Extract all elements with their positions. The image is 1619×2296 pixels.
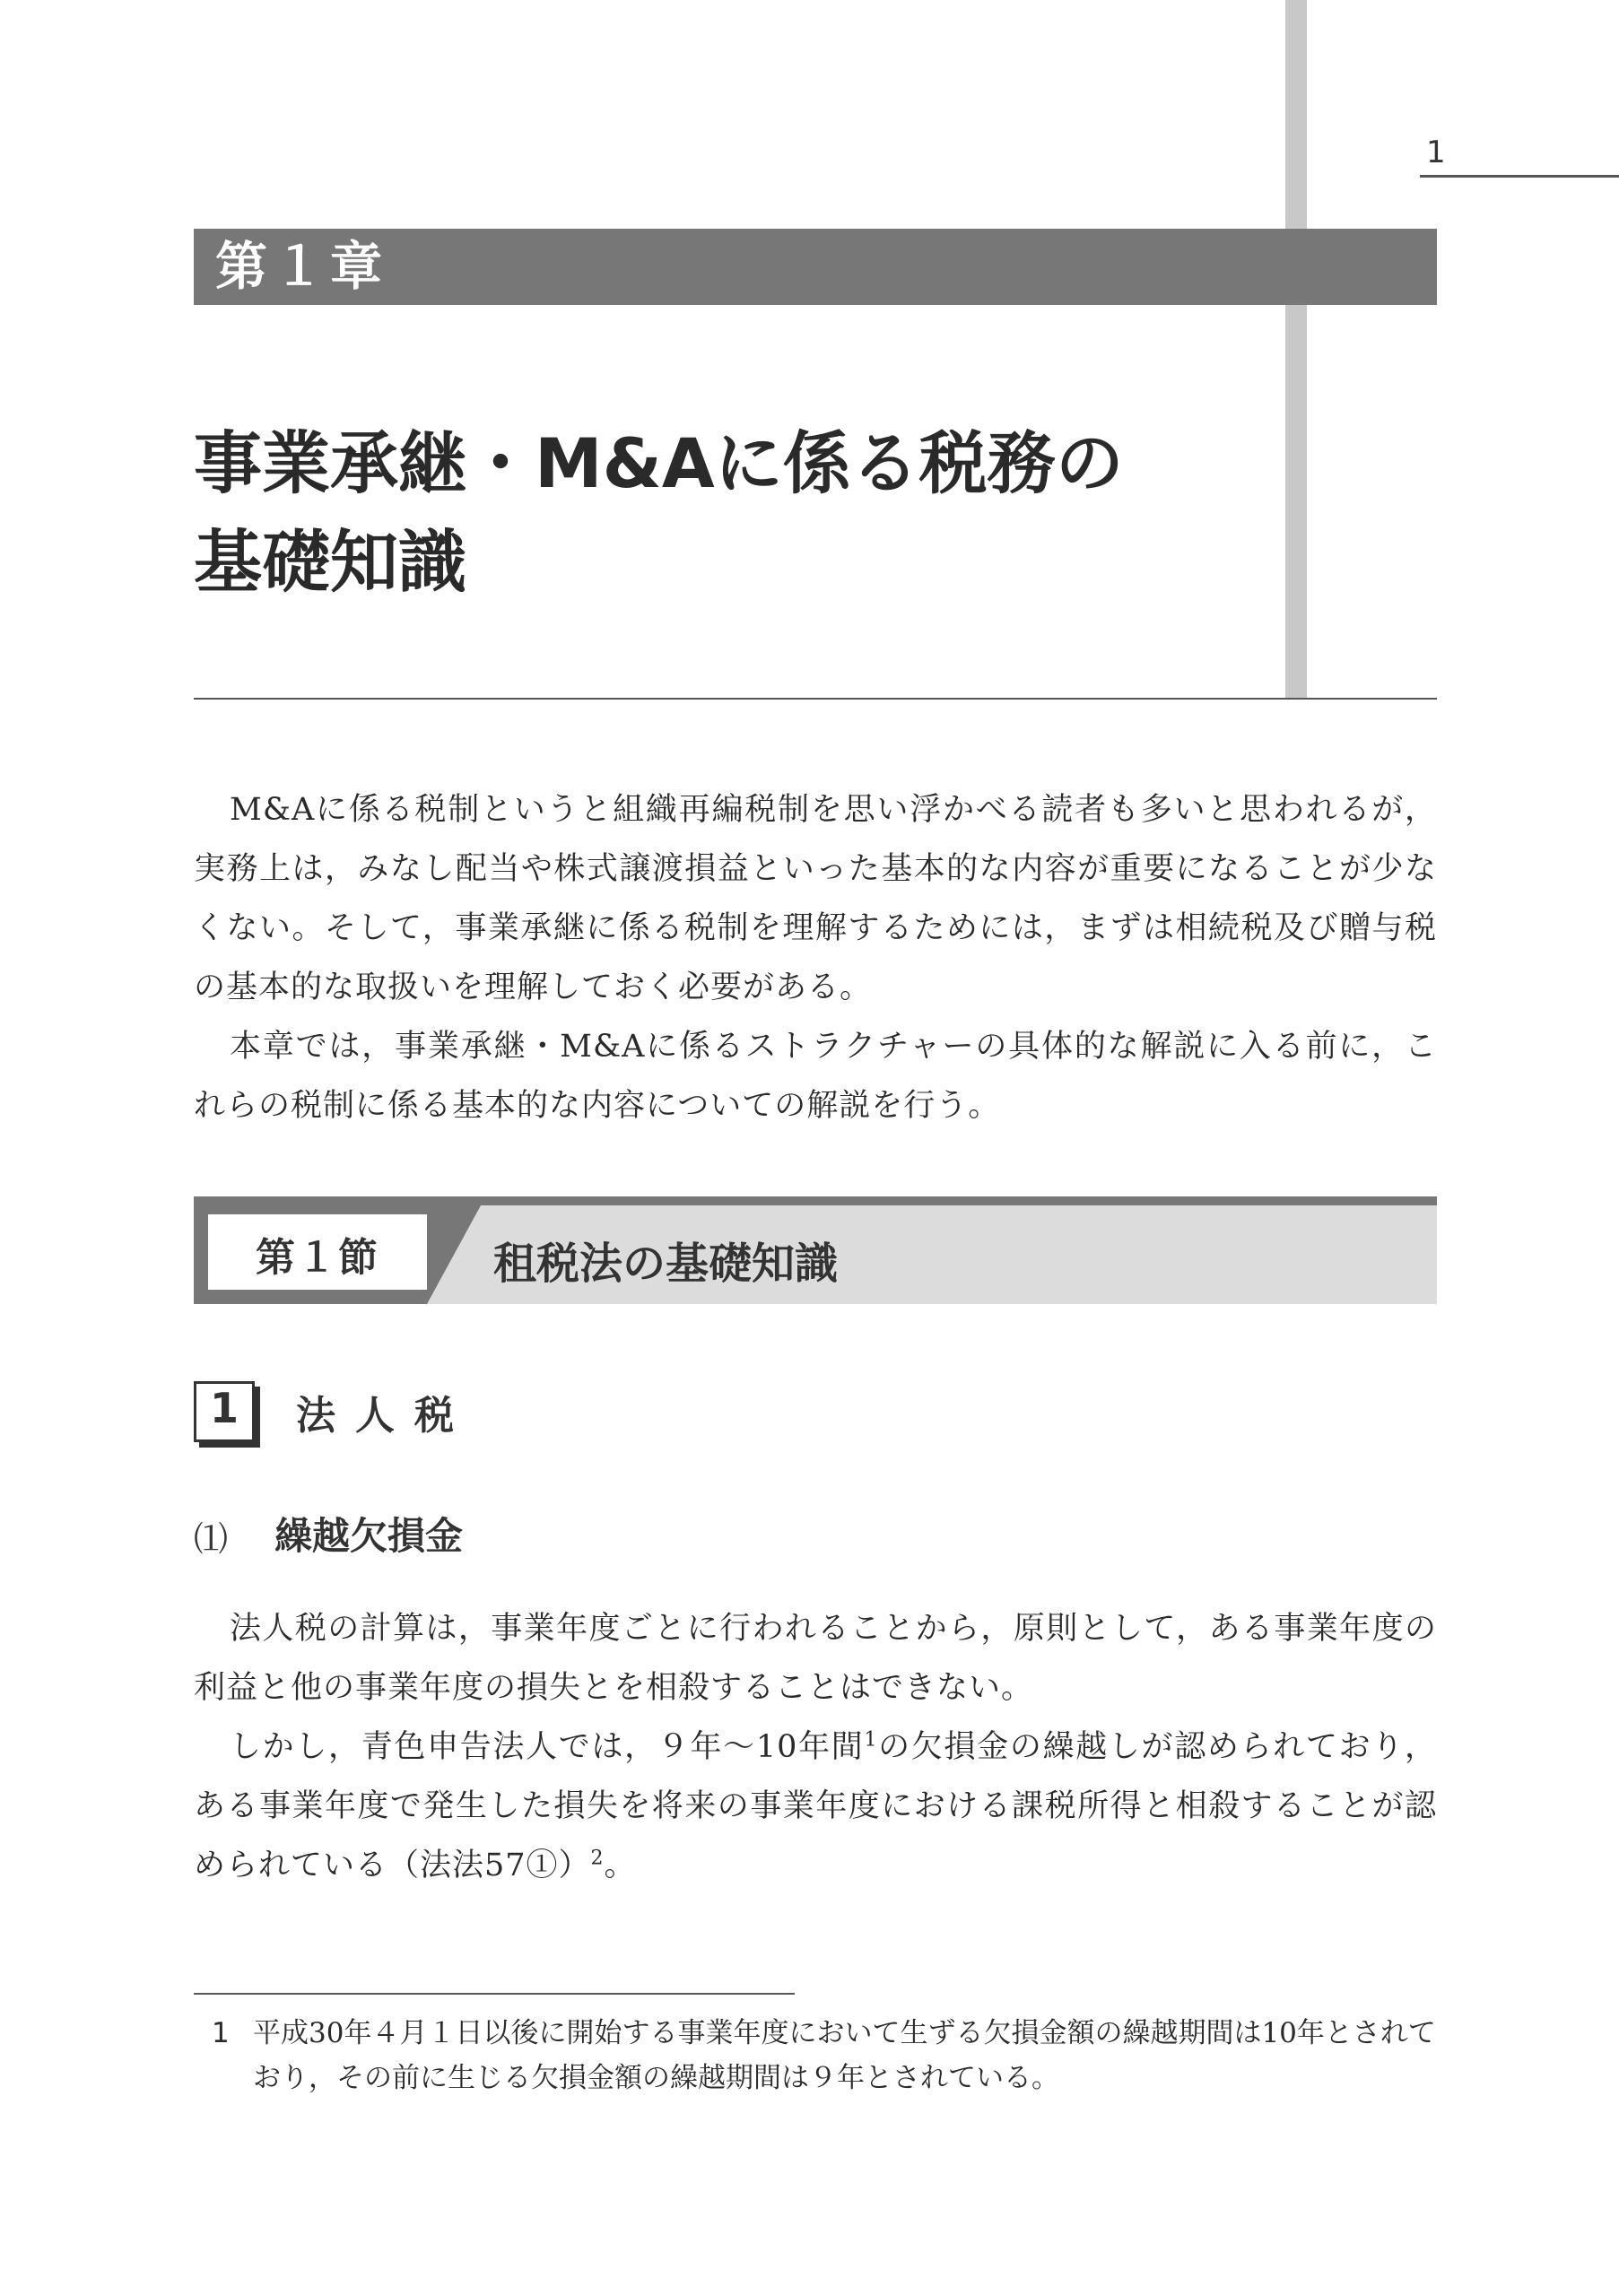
footnote-text: 平成30年４月１日以後に開始する事業年度において生ずる欠損金額の繰越期間は10年とされており，その前に生じる欠損金額の繰越期間は９年とされている。 (253, 2017, 1436, 2094)
chapter-title (194, 414, 1270, 612)
footnote-number: 1 (212, 2017, 230, 2049)
section-label: 第１節 (256, 1235, 379, 1281)
chapter-title-line2: 基礎知識 (194, 522, 466, 602)
item-title: 繰越欠損金 (274, 1514, 464, 1558)
page-number-rule (1420, 175, 1619, 178)
carryover-text-c: 。 (604, 1848, 637, 1883)
carryover-paragraph-2 (194, 1718, 1437, 1895)
page-number: 1 (1426, 135, 1446, 170)
item-number: ⑴ (194, 1519, 229, 1559)
footnote-ref-2[interactable]: 2 (590, 1847, 605, 1870)
chapter-title-line1: 事業承継・M&Aに係る税務の (194, 423, 1124, 503)
footnote-rule (194, 1993, 795, 1995)
intro-paragraph-2: 本章では，事業承継・M&Aに係るストラクチャーの具体的な解説に入る前に，これらの税制に係る基本的な内容についての解説を行う。 (194, 1029, 1437, 1124)
chapter-label: 第１章 (215, 236, 388, 297)
chapter-rule (194, 698, 1437, 700)
carryover-text-a: しかし，青色申告法人では，９年～10年間 (230, 1729, 865, 1765)
section-title: 租税法の基礎知識 (493, 1239, 839, 1289)
subsection-title: 法人税 (296, 1393, 474, 1439)
section-bar-top (194, 1196, 1437, 1205)
carryover-text-b: の欠損金の繰越しが認められており，ある事業年度で発生した損失を将来の事業年度における課税所得と相殺することが認められている（法法57①） (194, 1729, 1437, 1883)
subsection-number: 1 (209, 1384, 239, 1432)
footnote-ref-1[interactable]: 1 (864, 1728, 878, 1752)
intro-paragraph-1: M&Aに係る税制というと組織再編税制を思い浮かべる読者も多いと思われるが，実務上は，みなし配当や株式譲渡損益といった基本的な内容が重要になることが少なくない。そして，事業承継に係る税制を理解するためには，まずは相続税及び贈与税の基本的な取扱いを理解しておく必要がある。 (194, 792, 1437, 1005)
side-band (1285, 0, 1307, 700)
carryover-paragraph-1: 法人税の計算は，事業年度ごとに行われることから，原則として，ある事業年度の利益と他の事業年度の損失とを相殺することはできない。 (194, 1611, 1437, 1706)
